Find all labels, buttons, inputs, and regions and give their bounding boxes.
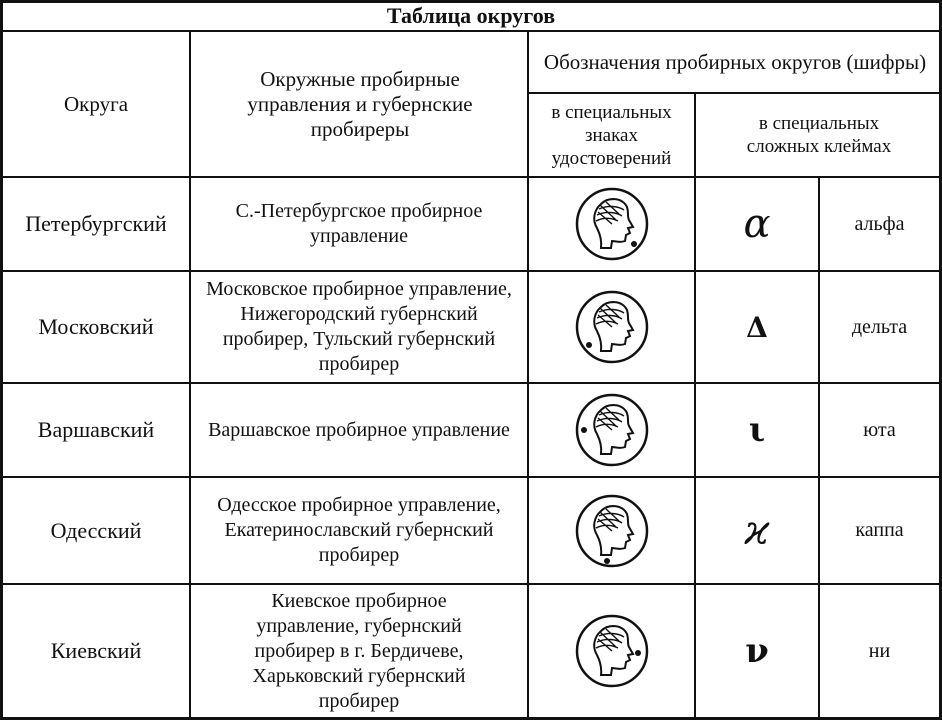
row-glyph: Δ <box>746 310 768 344</box>
row-office: Одесское пробирное управление, Екатеринославский губернский пробирер <box>217 494 501 566</box>
table-title: Таблица округов <box>386 2 556 28</box>
row-office: Киевское пробирное управление, губернский пробирер в г. Бердичеве, Харьковский губернский пробирер <box>252 589 466 712</box>
header-district: Округа <box>63 91 129 116</box>
row-glyph-name: каппа <box>855 519 904 541</box>
row-district-name: Московский <box>38 314 154 339</box>
row-district-name: Одесский <box>50 517 142 543</box>
row-district-name: Киевский <box>50 638 142 663</box>
profile-head-dot-bottom-center-icon <box>529 478 694 583</box>
row-glyph: ν <box>745 631 769 671</box>
row-glyph: α <box>743 201 771 247</box>
row-glyph: ι <box>748 410 766 450</box>
profile-head-dot-bottom-left-icon <box>529 272 694 382</box>
row-office: Московское пробирное управление, Нижегородский губернский пробирер, Тульский губернский пробирер <box>206 278 512 375</box>
row-glyph-name: ни <box>868 639 891 662</box>
row-glyph-name: юта <box>863 418 896 441</box>
row-office: С.-Петербургское пробирное управление <box>235 200 483 247</box>
row-glyph-name: дельта <box>851 315 908 338</box>
row-district-name: Петербургский <box>25 211 167 236</box>
header-complex-marks: в специальных сложных клеймах <box>746 113 892 157</box>
header-special-signs: в специальных знаках удостоверений <box>551 101 672 169</box>
row-office: Варшавское пробирное управление <box>208 418 510 441</box>
profile-head-dot-right-icon <box>529 585 694 717</box>
profile-head-dot-left-icon <box>529 384 694 476</box>
row-district-name: Варшавский <box>37 417 155 442</box>
row-glyph-name: альфа <box>854 212 905 235</box>
profile-head-dot-bottom-right-icon <box>529 178 694 270</box>
row-glyph: ϰ <box>744 507 770 554</box>
header-designations: Обозначения пробирных округов (шифры) <box>543 49 927 74</box>
header-offices: Окружные пробирные управления и губернские пробиреры <box>247 66 473 141</box>
